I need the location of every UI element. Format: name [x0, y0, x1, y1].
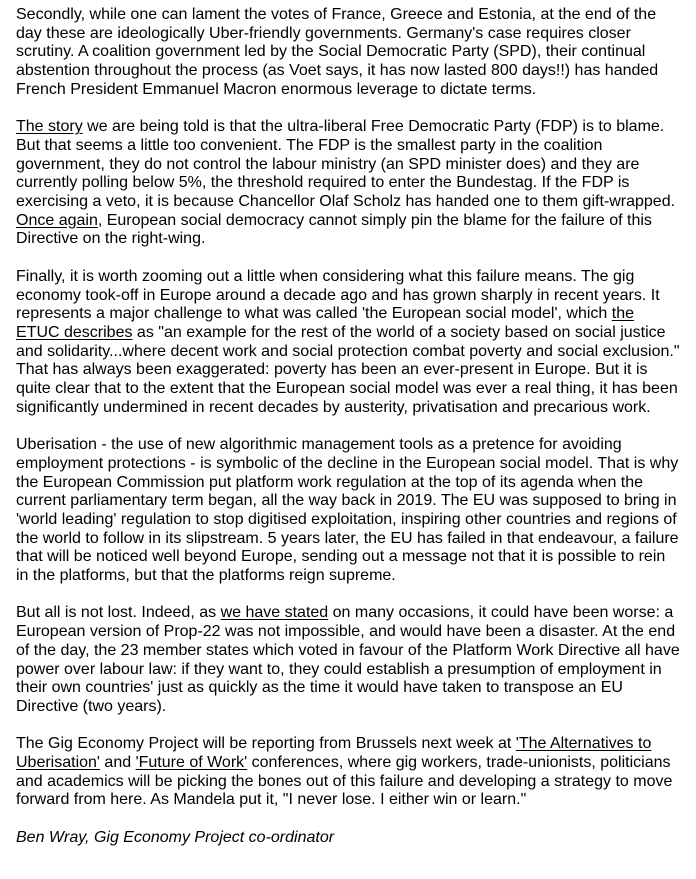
paragraph-text: , European social democracy cannot simply pin the blame for the failure of this Directive on the right-wing. [16, 211, 652, 248]
paragraph-text: Secondly, while one can lament the votes of France, Greece and Estonia, at the end of the day these are ideologically Uber-friendly governments. Germany's case requires closer scrutiny. A coalition government led by the Social Democratic Party (SPD), their continual abstention throughout the process (as Voet says, it has now lasted 800 days!!) has handed French President Emmanuel Macron enormous leverage to dictate terms. [16, 6, 659, 98]
paragraph-text: Finally, it is worth zooming out a little when considering what this failure means. The gig economy took-off in Europe around a decade ago and has grown sharply in recent years. It represents a major challenge to what was called 'the European social model', which [16, 267, 660, 323]
paragraph-text: as "an example for the rest of the world of a society based on social justice and solidarity...where decent work and social protection combat poverty and social exclusion." That has always been exaggerated: poverty has been an ever-present in Europe. But it is quite clear that to the extent that the European social model was ever a real thing, it has been significantly undermined in recent decades by austerity, privatisation and precarious work. [16, 323, 680, 416]
etuc-describes-link[interactable]: the ETUC describes [16, 305, 635, 341]
once-again-link[interactable]: Once again [16, 211, 98, 229]
paragraph-text: we are being told is that the ultra-liberal Free Democratic Party (FDP) is to blame. But that seems a little too convenient. The FDP is the smallest party in the coalition government, they do not control the labour ministry (an SPD minister does) and they are currently polling below 5%, the threshold required to enter the Bundestag. If the FDP is exercising a veto, it is because Chancellor Olaf Scholz has handed one to them gift-wrapped. [16, 118, 676, 211]
paragraph-text: conferences, where gig workers, trade-unionists, politicians and academics will be picking the bones out of this failure and developing a strategy to move forward from here. As Mandela put it, "I never lose. I either win or learn." [16, 754, 673, 809]
paragraph-conferences [16, 735, 680, 810]
paragraph-text: Uberisation - the use of new algorithmic management tools as a pretence for avoiding employment protections - is symbolic of the decline in the European social model. That is why the European Commission put platform work regulation at the top of its agenda when the current parliamentary term began, all the way back in 2019. The EU was supposed to bring in 'world leading' regulation to stop digitised exploitation, inspiring other countries and regions of the world to follow in its slipstream. 5 years later, the EU has failed in that endeavour, a failure that will be noticed well beyond Europe, sending out a message not that it is possible to rein in the platforms, but that the platforms reign supreme. [16, 436, 679, 585]
paragraph-text: and [99, 754, 136, 772]
paragraph-fdp [16, 118, 680, 249]
paragraph-text: But all is not lost. Indeed, as [16, 604, 221, 622]
alternatives-to-uberisation-link[interactable]: 'The Alternatives to Uberisation' [16, 735, 652, 772]
paragraph-text: on many occasions, it could have been worse: a European version of Prop-22 was not impossible, and would have been a disaster. At the end of the day, the 23 member states which voted in favour of the Platform Work Directive all have power over labour law: if they want to, they could establish a presumption of employment in their own countries' just as quickly as the time it would have taken to transpose an EU Directive (two years). [16, 604, 680, 715]
paragraph-not-lost [16, 604, 680, 716]
future-of-work-link[interactable]: 'Future of Work' [135, 754, 248, 772]
author-signature: Ben Wray, Gig Economy Project co-ordinator [16, 828, 335, 846]
paragraph-social-model [16, 268, 680, 418]
paragraph-uberisation [16, 436, 680, 586]
paragraph-text: The Gig Economy Project will be reporting from Brussels next week at [16, 735, 516, 753]
we-have-stated-link[interactable]: we have stated [220, 604, 329, 622]
article-body [16, 6, 680, 848]
the-story-link[interactable]: The story [16, 118, 83, 136]
paragraph-germany [16, 6, 680, 100]
